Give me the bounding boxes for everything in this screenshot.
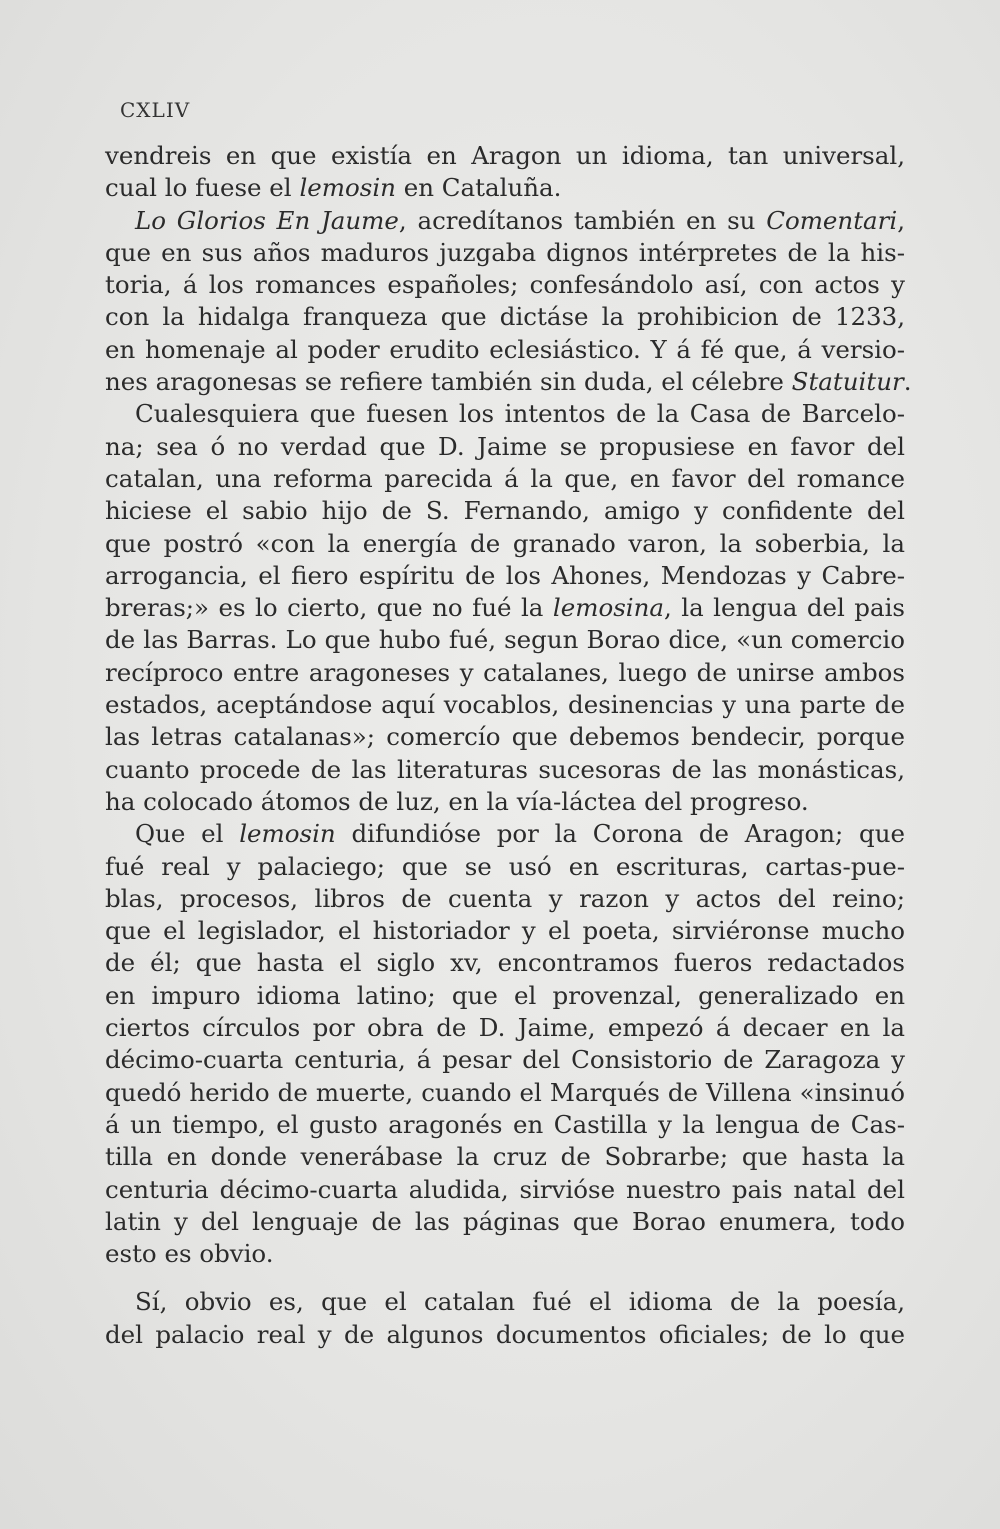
text-run: Sí, obvio es, que el catalan fué el idioma de la poesía, [135,1287,905,1317]
text-line [105,560,905,592]
text-run: del palacio real y de algunos documentos oficiales; de lo que [105,1319,905,1349]
text-line [105,883,905,915]
text-run: en Cataluña. [395,173,562,203]
text-line [105,140,905,172]
italic-text: Statuitur [791,367,904,397]
text-run: na; sea ó no verdad que D. Jaime se propusiese en favor del [105,431,905,461]
text-line [105,1238,905,1270]
text-line [105,528,905,560]
text-run: toria, á los romances españoles; confesándolo así, con actos y [105,270,905,300]
text-run: , la lengua del pais [664,593,906,623]
text-line [105,1109,905,1141]
text-run: arrogancia, el fiero espíritu de los Ahones, Mendozas y Cabre- [105,560,905,590]
text-line [105,269,905,301]
text-run: . [903,367,912,397]
text-run: tilla en donde venerábase la cruz de Sobrarbe; que hasta la [105,1142,905,1172]
text-line [105,915,905,947]
text-line [105,431,905,463]
text-run: catalan, una reforma parecida á la que, en favor del romance [105,463,905,493]
text-line [105,624,905,656]
text-line [105,1012,905,1044]
text-run: ha colocado átomos de luz, en la vía-láctea del progreso. [105,786,809,816]
text-line [105,754,905,786]
paragraph-gap [105,1270,905,1286]
text-line [105,786,905,818]
text-line [105,1141,905,1173]
text-run: vendreis en que existía en Aragon un idioma, tan universal, [105,141,905,170]
text-run: que el legislador, el historiador y el poeta, sirviéronse mucho [105,916,905,946]
italic-text: Comentari [766,205,898,235]
text-run: recíproco entre aragoneses y catalanes, luego de unirse ambos [105,657,905,687]
text-run: , acredítanos también en su [398,205,767,235]
text-line [105,657,905,689]
text-run: latin y del lenguaje de las páginas que Borao enumera, todo [105,1206,905,1236]
text-run: las letras catalanas»; comercío que debemos bendecir, porque [105,722,905,752]
text-line [105,1286,905,1318]
text-run: con la hidalga franqueza que dictáse la prohibicion de 1233, [105,302,905,332]
text-run: blas, procesos, libros de cuenta y razon y actos del reino; [105,883,905,913]
text-run: , [897,205,906,235]
text-run: Que el [135,819,240,849]
text-run: de él; que hasta el siglo xv, encontramos fueros redactados [105,948,905,978]
italic-text: Lo Glorios En Jaume [135,205,399,235]
text-run: décimo-cuarta centuria, á pesar del Consistorio de Zaragoza y [105,1045,905,1075]
text-line [105,818,905,850]
italic-text: lemosin [239,819,336,849]
text-line [105,1174,905,1206]
text-line [105,172,905,204]
text-run: hiciese el sabio hijo de S. Fernando, amigo y confidente del [105,496,905,526]
text-line [105,398,905,430]
body-text [105,140,912,1351]
text-run: Cualesquiera que fuesen los intentos de la Casa de Barcelo- [135,399,905,429]
page-number: CXLIV [120,98,191,122]
text-run: cuanto procede de las literaturas sucesoras de las monásticas, [105,754,905,784]
text-run: á un tiempo, el gusto aragonés en Castilla y la lengua de Cas- [105,1109,905,1139]
text-run: que postró «con la energía de granado varon, la soberbia, la [105,528,905,558]
text-line [105,1044,905,1076]
text-line [105,366,912,398]
text-run: difundióse por la Corona de Aragon; que [335,819,905,849]
text-run: ciertos círculos por obra de D. Jaime, empezó á decaer en la [105,1013,905,1043]
text-line [105,721,905,753]
text-run: centuria décimo-cuarta aludida, sirvióse nuestro pais natal del [105,1174,905,1204]
text-line [105,495,905,527]
text-line [105,851,905,883]
text-run: breras;» es lo cierto, que no fué la [105,593,553,623]
text-run: estados, aceptándose aquí vocablos, desinencias y una parte de [105,690,905,720]
text-line [105,237,905,269]
text-line [105,592,905,624]
text-line [105,1206,905,1238]
text-run: en homenaje al poder erudito eclesiástico. Y á fé que, á versio- [105,334,905,364]
italic-text: lemosin [299,173,396,203]
text-run: fué real y palaciego; que se usó en escrituras, cartas-pue- [105,851,905,881]
text-line [105,301,905,333]
text-run: cual lo fuese el [105,173,300,203]
text-run: esto es obvio. [105,1239,274,1269]
text-line [105,1077,905,1109]
text-run: de las Barras. Lo que hubo fué, segun Borao dice, «un comercio [105,625,905,655]
text-line [105,205,905,237]
text-line [105,463,905,495]
text-run: quedó herido de muerte, cuando el Marqués de Villena «insinuó [105,1077,905,1107]
text-line [105,1319,905,1351]
text-run: que en sus años maduros juzgaba dignos intérpretes de la his- [105,237,905,267]
text-run: nes aragonesas se refiere también sin duda, el célebre [105,367,792,397]
text-line [105,689,905,721]
text-line [105,334,905,366]
text-line [105,980,905,1012]
italic-text: lemosina [552,593,664,623]
text-line [105,947,905,979]
text-run: en impuro idioma latino; que el provenzal, generalizado en [105,980,905,1010]
